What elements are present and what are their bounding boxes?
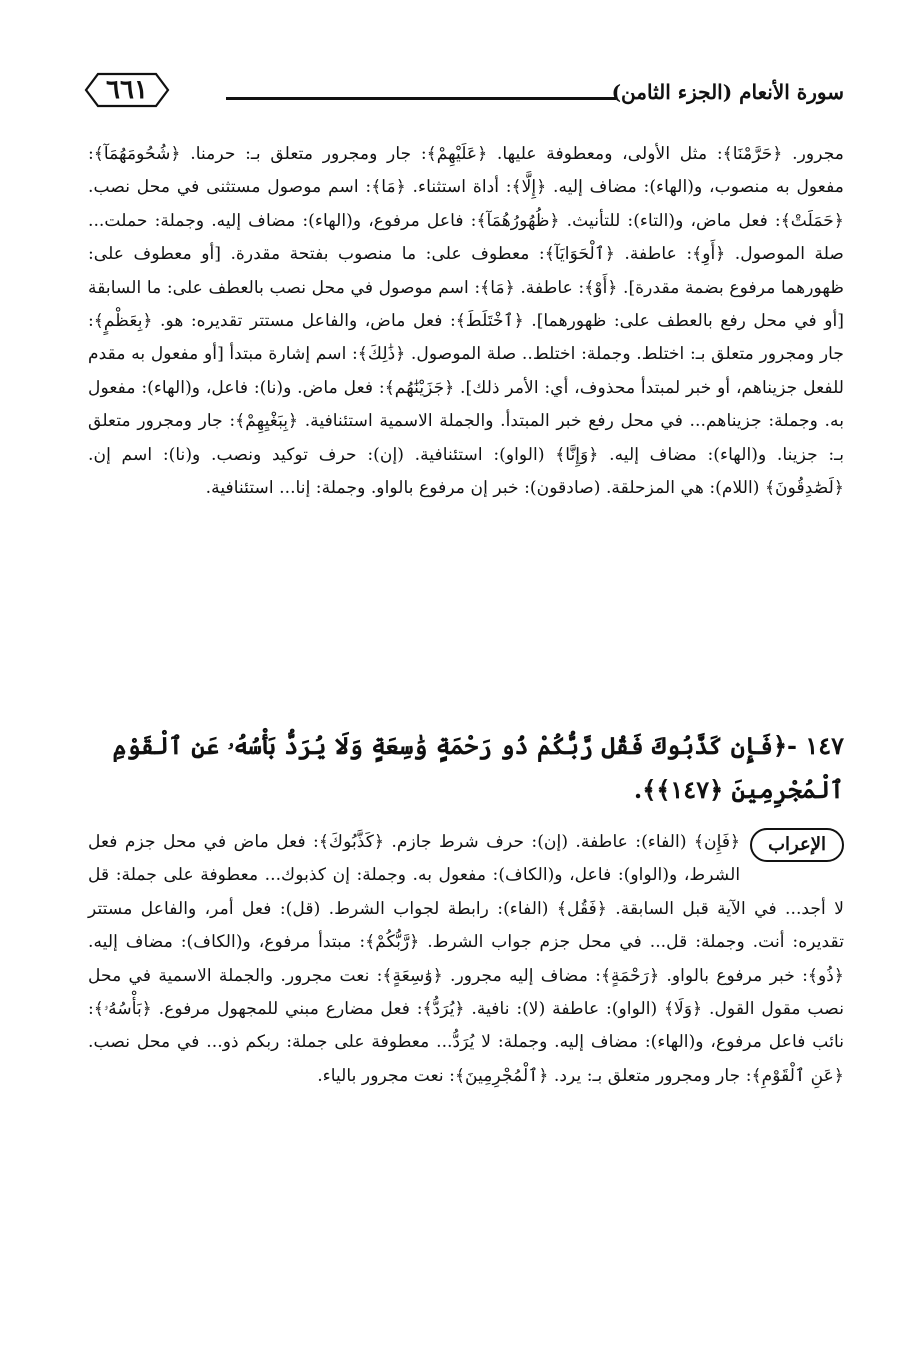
irab-text: ﴿فَإِن﴾ (الفاء): عاطفة. (إن): حرف شرط جازم. ﴿كَذَّبُوكَ﴾: فعل ماض في محل جزم فعل الشرط، و(الواو): فاعل، و(الكاف): مفعول به. وجملة: إن كذبوك... معطوفة على جملة: قل لا أجد... في الآية قبل السابقة. ﴿فَقُل﴾ (الفاء): رابطة لجواب الشرط. (قل): فعل أمر، والفاعل مستتر تقديره: أنت. وجملة: قل... في محل جزم جواب الشرط. ﴿رَّبُّكُمْ﴾: مبتدأ مرفوع، و(الكاف): مضاف إليه. ﴿ذُو﴾: خبر مرفوع بالواو. ﴿رَحْمَةٍ﴾: مضاف إليه مجرور. ﴿وَٰسِعَةٍ﴾: نعت مجرور. والجملة الاسمية في محل نصب مقول القول. ﴿وَلَا﴾ (الواو): عاطفة (لا): نافية. ﴿يُرَدُّ﴾: فعل مضارع مبني للمجهول مرفوع. ﴿بَأْسُهُۥ﴾: نائب فاعل مرفوع، و(الهاء): مضاف إليه. وجملة: لا يُرَدُّ... معطوفة على جملة: ربكم ذو... في محل نصب. ﴿عَنِ ٱلْقَوْمِ﴾: جار ومجرور متعلق بـ: يرد. ﴿ٱلْمُجْرِمِينَ﴾: نعت مجرور بالياء. — [88, 832, 844, 1086]
page-header — [84, 66, 844, 122]
page-number — [84, 70, 170, 110]
verse-147: ١٤٧ -﴿فَإِن كَذَّبُوكَ فَقُل رَّبُّكُمْ ذُو رَحْمَةٍ وَٰسِعَةٍ وَلَا يُرَدُّ بَأْسُهُۥ عَنِ ٱلْقَوْمِ ٱلْمُجْرِمِينَ ﴿١٤٧﴾﴾. — [112, 731, 844, 804]
irab-paragraph — [88, 826, 844, 1093]
commentary-paragraph-1: مجرور. ﴿حَرَّمْنَا﴾: مثل الأولى، ومعطوفة عليها. ﴿عَلَيْهِمْ﴾: جار ومجرور متعلق بـ: حرمنا. ﴿شُحُومَهُمَآ﴾: مفعول به منصوب، و(الهاء): مضاف إليه. ﴿إِلَّا﴾: أداة استثناء. ﴿مَا﴾: اسم موصول مستثنى في محل نصب. ﴿حَمَلَتْ﴾: فعل ماض، و(التاء): للتأنيث. ﴿ظُهُورُهُمَآ﴾: فاعل مرفوع، و(الهاء): مضاف إليه. وجملة: حملت... صلة الموصول. ﴿أَوِ﴾: عاطفة. ﴿ٱلْحَوَايَآ﴾: معطوف على: ما منصوب بفتحة مقدرة. [أو معطوف على: ظهورهما مرفوع بضمة مقدرة]. ﴿أَوْ﴾: عاطفة. ﴿مَا﴾: اسم موصول في محل نصب بالعطف على: ما السابقة [أو في محل رفع بالعطف على: ظهورهما]. ﴿ٱخْتَلَطَ﴾: فعل ماض، والفاعل مستتر تقديره: هو. ﴿بِعَظْمٍ﴾: جار ومجرور متعلق بـ: اختلط. وجملة: اختلط.. صلة الموصول. ﴿ذَٰلِكَ﴾: اسم إشارة مبتدأ [أو مفعول به مقدم للفعل جزيناهم، أو خبر لمبتدأ محذوف، أي: الأمر ذلك]. ﴿جَزَيْنَٰهُم﴾: فعل ماض. و(نا): فاعل، و(الهاء): مفعول به. وجملة: جزيناهم... في محل رفع خبر المبتدأ. والجملة الاسمية استئنافية. ﴿بِبَغْيِهِمْ﴾: جار ومجرور متعلق بـ: جزينا. و(الهاء): مضاف إليه. ﴿وَإِنَّا﴾ (الواو): استئنافية. (إن): حرف توكيد ونصب. و(نا): اسم إن. ﴿لَصَٰدِقُونَ﴾ (اللام): هي المزحلقة. (صادقون): خبر إن مرفوع بالواو. وجملة: إنا... استئنافية. — [88, 144, 844, 499]
running-title: سورة الأنعام (الجزء الثامن) — [611, 80, 844, 104]
header-divider — [226, 97, 616, 100]
page-number-text: ٦٦١ — [106, 75, 148, 105]
irab-badge: الإعراب — [750, 828, 844, 862]
